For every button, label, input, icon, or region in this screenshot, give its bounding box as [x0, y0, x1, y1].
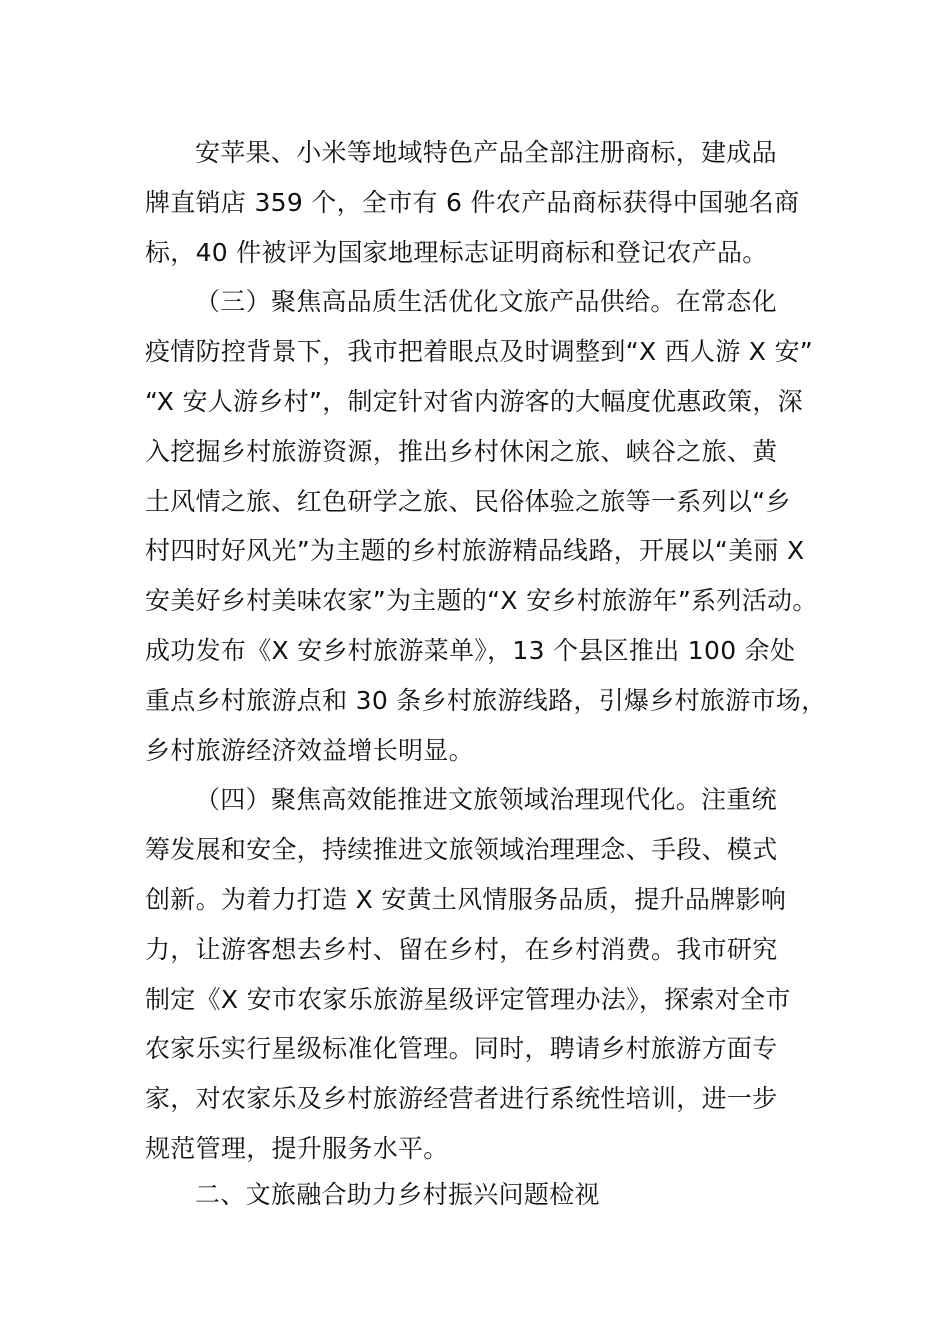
section-heading: 二、文旅融合助力乡村振兴问题检视: [195, 1180, 600, 1209]
paragraph-line: 标，40 件被评为国家地理标志证明商标和登记农产品。: [145, 237, 768, 267]
body-text: [145, 128, 835, 1174]
paragraph-line: 土风情之旅、红色研学之旅、民俗体验之旅等一系列以“乡: [145, 486, 791, 516]
paragraph-line: 规范管理，提升服务水平。: [145, 1133, 449, 1163]
paragraph-line: （四）聚焦高效能推进文旅领域治理现代化。注重统: [195, 785, 777, 815]
paragraph-line: 创新。为着力打造 X 安黄土风情服务品质，提升品牌影响: [145, 884, 787, 914]
paragraph-line: 安苹果、小米等地域特色产品全部注册商标，建成品: [195, 138, 777, 167]
paragraph-line: 成功发布《X 安乡村旅游菜单》，13 个县区推出 100 余处: [145, 635, 796, 665]
paragraph-line: （三）聚焦高品质生活优化文旅产品供给。在常态化: [195, 287, 777, 317]
paragraph-line: 安美好乡村美味农家”为主题的“X 安乡村旅游年”系列活动。: [145, 586, 818, 616]
paragraph-line: 制定《X 安市农家乐旅游星级评定管理办法》，探索对全市: [145, 984, 791, 1014]
paragraph-line: 力，让游客想去乡村、留在乡村，在乡村消费。我市研究: [145, 934, 778, 964]
paragraph-line: 牌直销店 359 个，全市有 6 件农产品商标获得中国驰名商: [145, 187, 800, 217]
paragraph-line: 农家乐实行星级标准化管理。同时，聘请乡村旅游方面专: [145, 1034, 778, 1064]
paragraph-line: 疫情防控背景下，我市把着眼点及时调整到“X 西人游 X 安”: [145, 337, 813, 367]
paragraph-line: 村四时好风光”为主题的乡村旅游精品线路，开展以“美丽 X: [145, 536, 805, 566]
paragraph-line: 家，对农家乐及乡村旅游经营者进行系统性培训，进一步: [145, 1084, 778, 1114]
paragraph-line: 乡村旅游经济效益增长明显。: [145, 735, 474, 765]
paragraph-line: 入挖掘乡村旅游资源，推出乡村休闲之旅、峡谷之旅、黄: [145, 436, 778, 466]
paragraph-line: 筹发展和安全，持续推进文旅领域治理理念、手段、模式: [145, 835, 778, 865]
paragraph-line: 重点乡村旅游点和 30 条乡村旅游线路，引爆乡村旅游市场，: [145, 685, 827, 715]
paragraph-line: “X 安人游乡村”，制定针对省内游客的大幅度优惠政策，深: [145, 386, 803, 416]
